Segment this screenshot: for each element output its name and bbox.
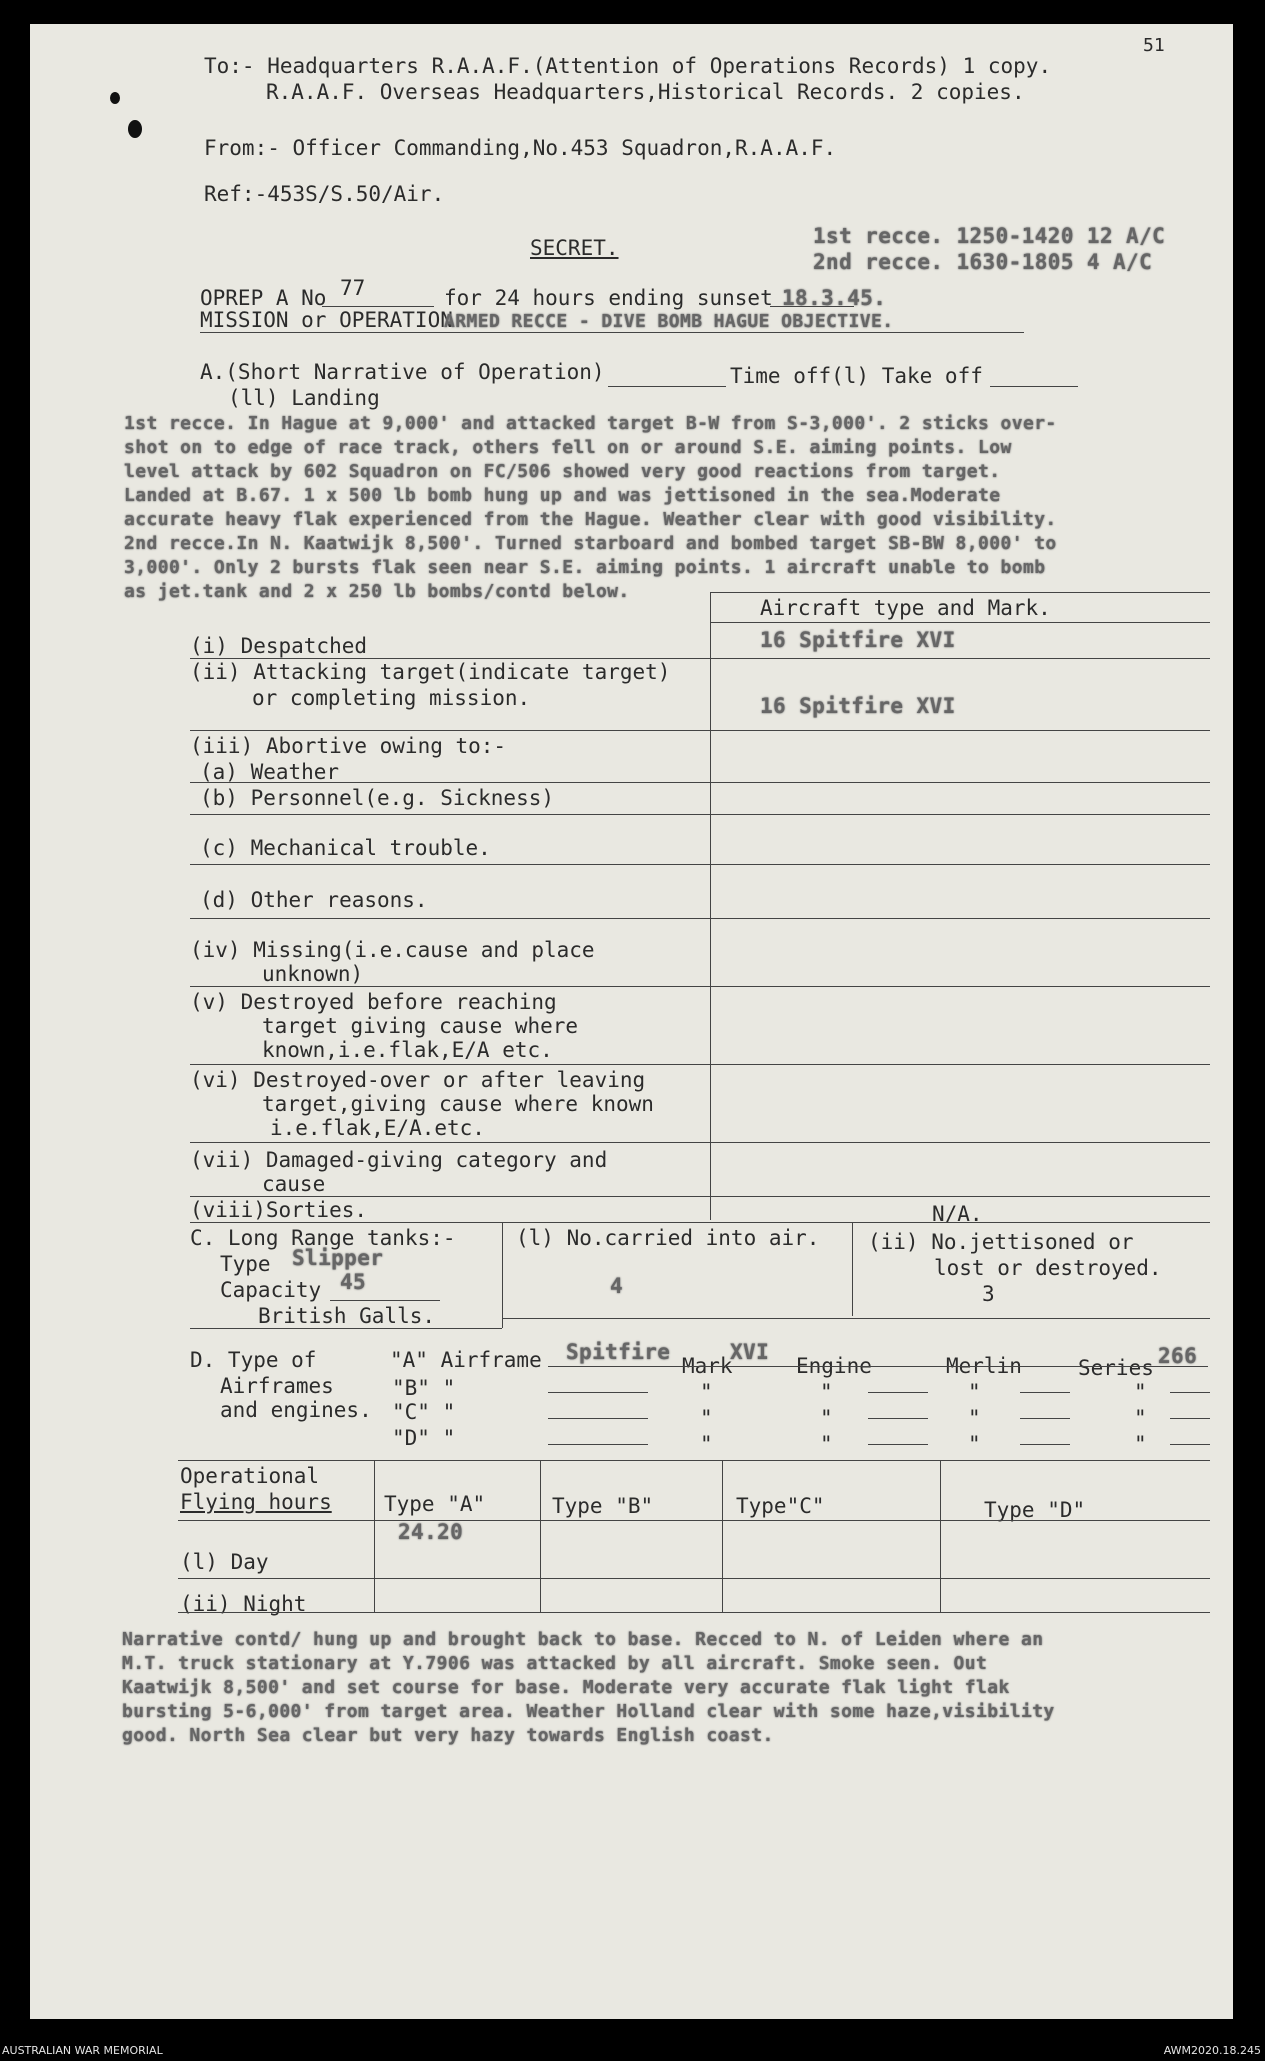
destroyed-after-label: (vi) Destroyed-over or after leaving	[190, 1068, 646, 1092]
narrative-line: 2nd recce.In N. Kaatwijk 8,500'. Turned starboard and bombed target SB-BW 8,000' to	[124, 533, 1057, 554]
british-galls-label: British Galls.	[258, 1304, 436, 1328]
tank-type-label: Type	[220, 1252, 271, 1276]
ditto-mark: "	[968, 1380, 981, 1404]
tank-capacity-value: 45	[340, 1270, 367, 1294]
hours-day-type-a: 24.20	[398, 1520, 464, 1544]
to-line-2: R.A.A.F. Overseas Headquarters,Historical Records. 2 copies.	[266, 80, 1025, 104]
narrative-line: 3,000'. Only 2 bursts flak seen near S.E. aiming points. 1 aircraft unable to bomb	[124, 557, 1046, 578]
missing-label-2: unknown)	[262, 962, 364, 986]
ditto-mark: "	[1134, 1432, 1147, 1456]
ditto-mark: "	[820, 1406, 833, 1430]
destroyed-before-label-3: known,i.e.flak,E/A etc.	[262, 1038, 553, 1062]
ditto-mark: "	[700, 1432, 713, 1456]
hours-col-c: Type"C"	[736, 1494, 825, 1518]
ditto-mark: "	[1134, 1406, 1147, 1430]
tanks-carried-value: 4	[610, 1274, 624, 1298]
narrative-contd-line: good. North Sea clear but very hazy towards English coast.	[122, 1725, 774, 1746]
sorties-value: N/A.	[932, 1202, 983, 1226]
mechanical-label: (c) Mechanical trouble.	[200, 836, 491, 860]
narrative-contd-line: bursting 5-6,000' from target area. Weather Holland clear with some haze,visibility	[122, 1701, 1055, 1722]
tanks-carried-label: (l) No.carried into air.	[516, 1226, 820, 1250]
archive-name: AUSTRALIAN WAR MEMORIAL	[2, 2044, 163, 2057]
section-c-label: C. Long Range tanks:-	[190, 1226, 456, 1250]
reference-line: Ref:-453S/S.50/Air.	[204, 182, 445, 206]
landing-label: (ll) Landing	[228, 386, 380, 410]
destroyed-before-label-2: target giving cause where	[262, 1014, 579, 1038]
airframe-row-c: "C" "	[392, 1400, 456, 1424]
tanks-jettisoned-label: (ii) No.jettisoned or	[868, 1230, 1134, 1254]
narrative-line: 1st recce. In Hague at 9,000' and attacked target B-W from S-3,000'. 2 sticks over-	[124, 413, 1057, 434]
hours-night-label: (ii) Night	[180, 1592, 307, 1616]
ditto-mark: "	[1134, 1380, 1147, 1404]
punch-hole	[110, 92, 120, 104]
airframe-row-b: "B" "	[392, 1376, 456, 1400]
hours-col-d: Type "D"	[984, 1498, 1086, 1522]
narrative-contd-line: Narrative contd/ hung up and brought back to base. Recced to N. of Leiden where an	[122, 1629, 1044, 1650]
narrative-line: as jet.tank and 2 x 250 lb bombs/contd below.	[124, 581, 630, 602]
destroyed-after-label-3: i.e.flak,E/A.etc.	[270, 1116, 485, 1140]
hours-col-b: Type "B"	[552, 1494, 654, 1518]
section-a-label: A.(Short Narrative of Operation)	[200, 360, 605, 384]
tanks-jettisoned-label-2: lost or destroyed.	[934, 1256, 1162, 1280]
airframe-value: Spitfire	[566, 1340, 671, 1364]
to-line-1: To:- Headquarters R.A.A.F.(Attention of Operations Records) 1 copy.	[204, 54, 1052, 78]
abortive-label: (iii) Abortive owing to:-	[190, 734, 507, 758]
ditto-mark: "	[968, 1432, 981, 1456]
document-page	[30, 24, 1233, 2019]
ditto-mark: "	[968, 1406, 981, 1430]
hours-day-label: (l) Day	[180, 1550, 269, 1574]
engines-label: and engines.	[220, 1398, 372, 1422]
narrative-line: accurate heavy flak experienced from the Hague. Weather clear with good visibility.	[124, 509, 1057, 530]
section-d-label: D. Type of	[190, 1348, 317, 1372]
personnel-label: (b) Personnel(e.g. Sickness)	[200, 786, 555, 810]
missing-label: (iv) Missing(i.e.cause and place	[190, 938, 595, 962]
attacking-label: (ii) Attacking target(indicate target)	[190, 660, 671, 684]
airframe-row-a: "A" Airframe	[390, 1348, 542, 1372]
ditto-mark: "	[820, 1380, 833, 1404]
ditto-mark: "	[820, 1432, 833, 1456]
oprep-prefix: OPREP A No	[200, 286, 327, 310]
series-label: Series	[1078, 1356, 1154, 1380]
mark-value: XVI	[730, 1340, 770, 1364]
narrative-contd-line: M.T. truck stationary at Y.7906 was attacked by all aircraft. Smoke seen. Out	[122, 1653, 988, 1674]
hours-col-a: Type "A"	[384, 1492, 486, 1516]
archive-reference: AWM2020.18.245	[1163, 2044, 1261, 2057]
narrative-line: Landed at B.67. 1 x 500 lb bomb hung up and was jettisoned in the sea.Moderate	[124, 485, 1001, 506]
engine-label: Engine	[796, 1354, 872, 1378]
narrative-line: shot on to edge of race track, others fell on or around S.E. aiming points. Low	[124, 437, 1012, 458]
tank-type-value: Slipper	[292, 1246, 384, 1270]
oprep-date: 18.3.45.	[782, 286, 887, 310]
recce-time-1: 1st recce. 1250-1420 12 A/C	[813, 224, 1166, 248]
oprep-period: for 24 hours ending sunset	[444, 286, 773, 310]
secret-label: SECRET.	[530, 236, 619, 260]
other-reasons-label: (d) Other reasons.	[200, 888, 428, 912]
attacking-label-2: or completing mission.	[252, 686, 531, 710]
hours-title-2: Flying hours	[180, 1490, 332, 1514]
engine-value: Merlin	[946, 1354, 1022, 1378]
weather-label: (a) Weather	[200, 760, 340, 784]
destroyed-after-label-2: target,giving cause where known	[262, 1092, 654, 1116]
punch-hole	[128, 120, 142, 138]
aircraft-header: Aircraft type and Mark.	[760, 596, 1051, 620]
tanks-jettisoned-value: 3	[982, 1282, 995, 1306]
oprep-number: 77	[340, 276, 366, 300]
sorties-label: (viii)Sorties.	[190, 1198, 368, 1222]
mission-value: ARMED RECCE - DIVE BOMB HAGUE OBJECTIVE.	[444, 311, 894, 332]
airframe-row-d: "D" "	[392, 1426, 456, 1450]
despatched-value: 16 Spitfire XVI	[760, 628, 956, 652]
mission-label: MISSION or OPERATION	[200, 308, 453, 332]
damaged-label-2: cause	[262, 1172, 326, 1196]
narrative-line: level attack by 602 Squadron on FC/506 showed very good reactions from target.	[124, 461, 1001, 482]
tank-capacity-label: Capacity	[220, 1278, 322, 1302]
attacking-value: 16 Spitfire XVI	[760, 694, 956, 718]
archive-footer	[0, 2043, 1265, 2061]
ditto-mark: "	[700, 1406, 713, 1430]
hours-title: Operational	[180, 1464, 320, 1488]
recce-time-2: 2nd recce. 1630-1805 4 A/C	[813, 250, 1153, 274]
ditto-mark: "	[700, 1380, 713, 1404]
destroyed-before-label: (v) Destroyed before reaching	[190, 990, 557, 1014]
from-line: From:- Officer Commanding,No.453 Squadron,R.A.A.F.	[204, 136, 837, 160]
narrative-contd-line: Kaatwijk 8,500' and set course for base. Moderate very accurate flak light flak	[122, 1677, 1010, 1698]
time-off-label: Time off(l) Take off	[730, 364, 983, 388]
page-mark: 51	[1143, 35, 1165, 56]
damaged-label: (vii) Damaged-giving category and	[190, 1148, 608, 1172]
mark-label: Mark	[682, 1354, 733, 1378]
airframes-label: Airframes	[220, 1374, 334, 1398]
despatched-label: (i) Despatched	[190, 634, 368, 658]
series-value: 266	[1158, 1344, 1198, 1368]
